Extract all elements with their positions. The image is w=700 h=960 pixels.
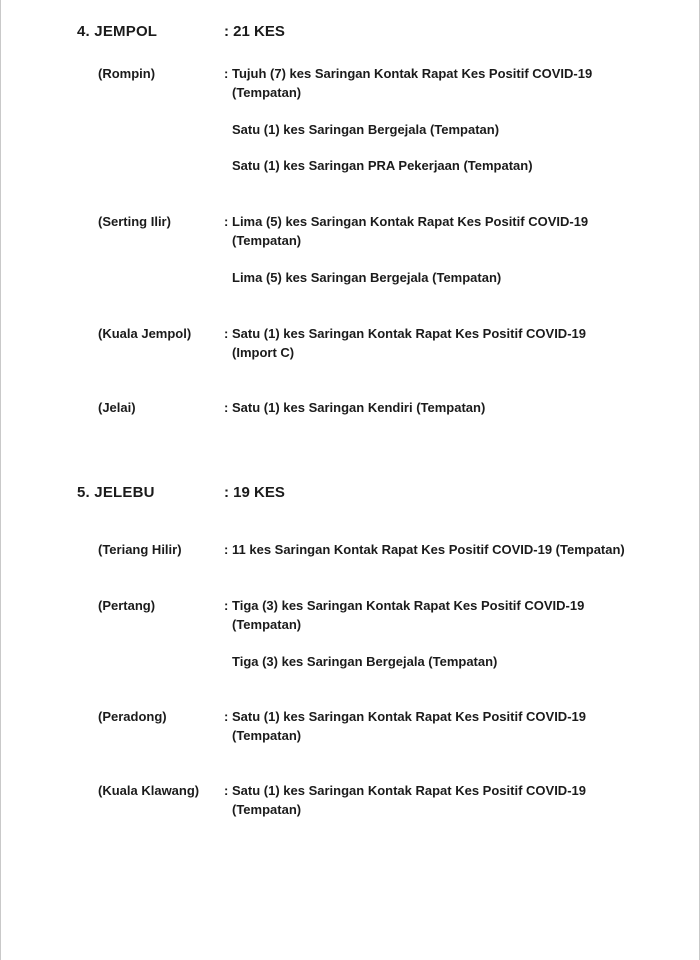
case-entry: Satu (1) kes Saringan Kontak Rapat Kes Positif COVID-19 [232,783,586,798]
area-colon: : [224,66,229,81]
area-colon: : [224,326,229,341]
area-name: (Rompin) [98,66,156,81]
case-entry-continuation: (Tempatan) [232,617,302,632]
case-entry-continuation: (Tempatan) [232,85,302,100]
case-entry: Satu (1) kes Saringan Bergejala (Tempatan) [232,122,500,137]
district-name: 4. JEMPOL [77,23,158,40]
area-name: (Kuala Klawang) [98,783,200,798]
case-entry: Tiga (3) kes Saringan Bergejala (Tempatan) [232,654,498,669]
area-colon: : [224,542,229,557]
area-colon: : [224,214,229,229]
area-colon: : [224,598,229,613]
case-entry: 11 kes Saringan Kontak Rapat Kes Positif COVID-19 (Tempatan) [232,542,625,557]
case-entry-continuation: (Import C) [232,345,295,360]
district-name: 5. JELEBU [77,484,155,501]
case-entry: Satu (1) kes Saringan Kontak Rapat Kes Positif COVID-19 [232,709,586,724]
case-entry: Satu (1) kes Saringan Kendiri (Tempatan) [232,400,486,415]
district-total: : 19 KES [224,484,285,501]
area-name: (Teriang Hilir) [98,542,182,557]
case-entry: Satu (1) kes Saringan PRA Pekerjaan (Tempatan) [232,158,533,173]
area-colon: : [224,783,229,798]
case-entry: Tujuh (7) kes Saringan Kontak Rapat Kes Positif COVID-19 [232,66,593,81]
area-name: (Serting Ilir) [98,214,171,229]
case-entry: Tiga (3) kes Saringan Kontak Rapat Kes Positif COVID-19 [232,598,585,613]
area-name: (Kuala Jempol) [98,326,192,341]
case-entry: Lima (5) kes Saringan Bergejala (Tempatan) [232,270,502,285]
case-entry: Lima (5) kes Saringan Kontak Rapat Kes Positif COVID-19 [232,214,589,229]
area-name: (Peradong) [98,709,167,724]
case-entry-continuation: (Tempatan) [232,233,302,248]
case-entry-continuation: (Tempatan) [232,728,302,743]
case-entry-continuation: (Tempatan) [232,802,302,817]
area-name: (Pertang) [98,598,156,613]
area-colon: : [224,709,229,724]
area-colon: : [224,400,229,415]
case-entry: Satu (1) kes Saringan Kontak Rapat Kes Positif COVID-19 [232,326,586,341]
district-total: : 21 KES [224,23,285,40]
area-name: (Jelai) [98,400,136,415]
